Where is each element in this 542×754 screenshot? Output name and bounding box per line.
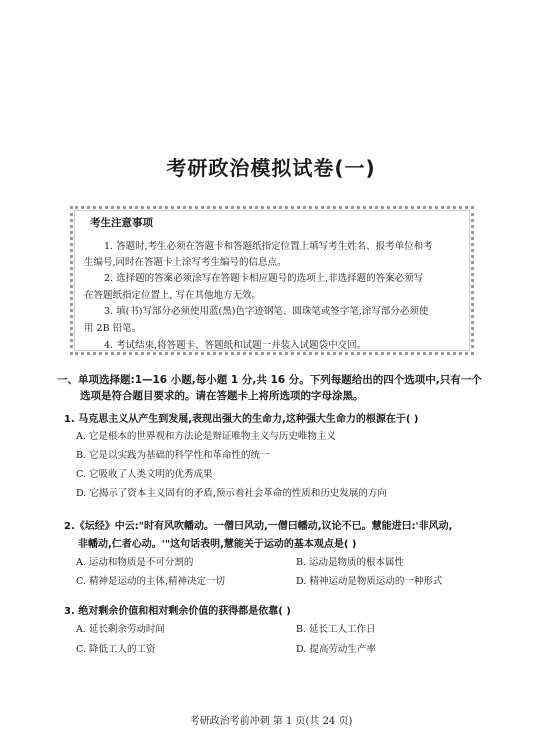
question-stem: 3. 绝对剩余价值和相对剩余价值的获得都是依靠( ): [64, 606, 291, 617]
question-option: A. 运动和物质是不可分割的: [76, 557, 194, 568]
question-option: B. 运动是物质的根本属性: [296, 557, 405, 568]
question-option: C. 它吸收了人类文明的优秀成果: [76, 469, 213, 480]
question-option: B. 延长工人工作日: [296, 624, 376, 635]
question-stem-cont: 非幡动,仁者心动。'"这句话表明,慧能关于运动的基本观点是( ): [78, 539, 357, 550]
notice-line: 2. 选择题的答案必须涂写在答题卡相应题号的选项上,非选择题的答案必须写: [104, 273, 424, 284]
page-footer: 考研政治考前冲刺 第 1 页(共 24 页): [189, 716, 353, 727]
question-stem: 2.《坛经》中云:"时有风吹幡动。一僧曰风动,一僧曰幡动,议论不已。慧能进曰:'非风动,: [64, 521, 453, 532]
question-option: A. 延长剩余劳动时间: [76, 624, 165, 635]
question-option: B. 它是以实践为基础的科学性和革命性的统一: [76, 450, 270, 461]
question-option: C. 精神是运动的主体,精神决定一切: [76, 576, 225, 587]
section-heading: 一、单项选择题:1—16 小题,每小题 1 分,共 16 分。下列每题给出的四个选项中,只有一个: [57, 374, 482, 386]
page-title: 考研政治模拟试卷(一): [166, 156, 376, 180]
notice-line: 4. 考试结束,将答题卡、答题纸和试题一并装入试题袋中交回。: [104, 340, 367, 351]
question-stem: 1. 马克思主义从产生到发展,表现出强大的生命力,这种强大生命力的根源在于( ): [64, 414, 419, 425]
question-option: C. 降低工人的工资: [76, 644, 156, 655]
notice-line: 在答题纸指定位置上, 写在其他地方无效。: [84, 290, 262, 301]
notice-line: 3. 填(书)写部分必须使用蓝(黑)色字迹钢笔、圆珠笔或签字笔,涂写部分必须使: [104, 306, 429, 317]
question-option: A. 它是根本的世界观和方法论是辩证唯物主义与历史唯物主义: [76, 431, 336, 442]
section-heading-cont: 选项是符合题目要求的。请在答题卡上将所选项的字母涂黑。: [80, 390, 364, 402]
notice-line: 用 2B 铅笔。: [84, 323, 142, 334]
notice-line: 生编号,同时在答题卡上涂写考生编号的信息点。: [84, 257, 287, 268]
notice-line: 1. 答题时,考生必须在答题卡和答题纸指定位置上填写考生姓名、报考单位和考: [104, 241, 433, 252]
question-option: D. 它揭示了资本主义固有的矛盾,预示着社会革命的性质和历史发展的方向: [76, 488, 387, 499]
notice-heading: 考生注意事项: [90, 217, 153, 229]
question-option: D. 精神运动是物质运动的一种形式: [296, 576, 443, 587]
question-option: D. 提高劳动生产率: [296, 644, 376, 655]
